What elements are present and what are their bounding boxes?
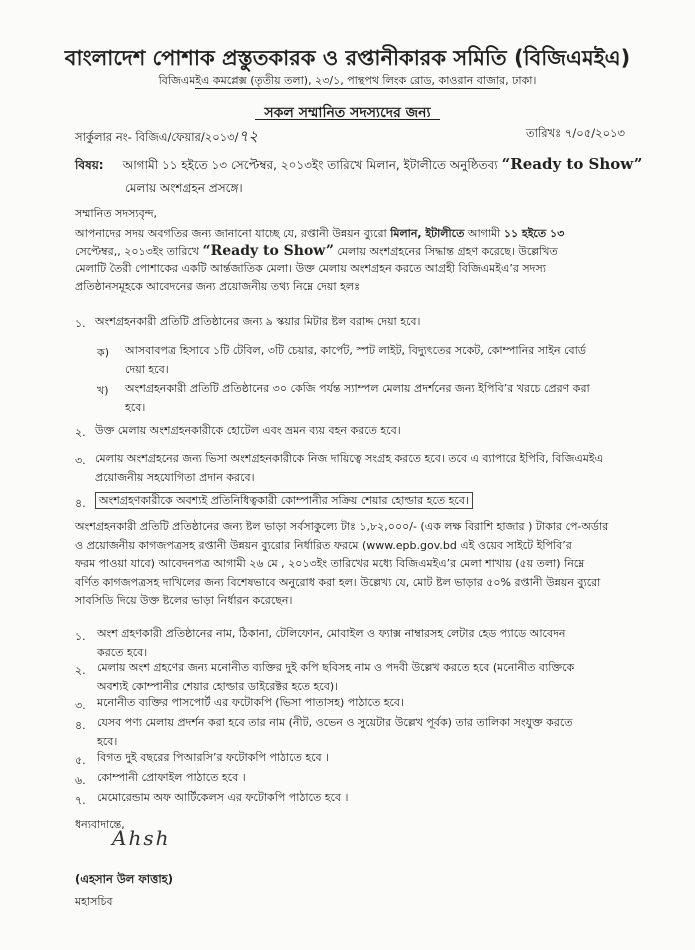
sublist-num-2: খ) (97, 384, 109, 397)
intro-paragraph (75, 225, 660, 295)
list2-num-2: ২. (75, 664, 86, 677)
list1-item-4 (95, 491, 473, 510)
sublist-item-2-line-2: হবে। (125, 401, 146, 414)
fee-line-4: বর্ণিত কাগজপত্রসহ দাখিলের জন্য বিশেষভাবে অনুরোধ করা হল। উল্লেখ্য যে, মোট ষ্টল ভাড়ার ৫০% রপ্তানী উন্নয়ন ব্যুরো (75, 575, 601, 589)
list2-item-7: মেমোরেন্ডাম অফ আর্টিকেলস এর ফটোকপি পাঠাতে হবে । (97, 791, 349, 804)
signature: Ahsh (112, 826, 171, 850)
list2-item-1-line-2: করতে হবে। (97, 646, 148, 659)
sublist-item-1 (125, 341, 660, 379)
list2-item-2 (97, 658, 660, 696)
list1-num-1: ১. (75, 317, 86, 330)
circular-reference (75, 125, 258, 150)
fee-line-3: ফরম পাওয়া যাবে) আবেদনপত্র আগামী ২৬ মে , ২০১৩ইং তারিখের মধ্যে বিজিএমইএ’র মেলা শাখায় (৫য় তলা) নিম্নে (75, 557, 585, 570)
sublist-item-1-line-1: আসবাবপত্র হিসাবে ১টি টেবিল, ৩টি চেয়ার, কার্পেট, স্পট লাইট, বিদ্যুৎতের সকেট, কোম্পানির সাইন বোর্ড (125, 344, 586, 357)
intro-line-1 (75, 225, 660, 243)
list2-item-4-line-1: যেসব পণ্য মেলায় প্রদর্শন করা হবে তার নাম (নীট, ওভেন ও সুয়েটার উল্লেখ পূর্বক) তার তালিকা সংযুক্ত করতে (97, 716, 573, 729)
list2-num-3: ৩. (75, 699, 86, 712)
list2-item-5: বিগত দুই বছরের পিআরসি’র ফটোকপি পাঠাতে হবে । (97, 751, 330, 764)
fee-line-5: সাবসিডি দিয়ে উক্ত ষ্টলের ভাড়া নির্ধারন করেছেন। (75, 594, 293, 607)
circular-label: সার্কুলার নং- বিজিএ/ফেয়ার/২০১৩/ (75, 130, 239, 144)
subject-text: আগামী ১১ হইতে ১৩ সেপ্টেম্বর, ২০১৩ইং তারিখে মিলান, ইটালীতে অনুষ্ঠিতব্য (122, 158, 498, 172)
organization-address: বিজিএমইএ কমপ্লেক্স (তৃতীয় তলা), ২৩/১, পান্থপথ লিংক রোড, কাওরান বাজার, ঢাকা। (158, 74, 537, 87)
subject-label: বিষয়: (75, 158, 104, 172)
list1-item-4-boxed: অংশগ্রহণকারীকে অবশ্যই প্রতিনিধিত্বকারী কোম্পানীর সক্রিয় শেয়ার হোল্ডার হতে হবে। (95, 492, 473, 509)
intro-text-1: আপনাদের সদয় অবগতির জন্য জানানো যাচ্ছে যে, রপ্তানী উন্নয়ন ব্যুরো (75, 227, 387, 240)
subject-block (75, 153, 655, 200)
salutation: সম্মানিত সদস্যবৃন্দ, (75, 207, 158, 220)
list1-num-4: ৪. (75, 497, 86, 510)
intro-line-2 (75, 243, 660, 261)
list1-num-2: ২. (75, 426, 86, 439)
intro-text-1c: আগামী (467, 227, 501, 240)
fee-paragraph (75, 518, 660, 611)
intro-text-2: সেপ্টেম্বর,, ২০১৩ইং তারিখে (75, 244, 200, 258)
list2-item-4 (97, 713, 660, 751)
list2-num-5: ৫. (75, 754, 86, 767)
list2-item-6: কোম্পানী প্রোফাইল পাঠাতে হবে । (97, 771, 246, 784)
circular-number: ৭২ (238, 127, 259, 145)
list2-item-2-line-1: মেলায় অংশ গ্রহণের জন্য মনোনীত ব্যক্তির দুই কপি ছবিসহ নাম ও পদবী উল্লেখ করতে হবে (মনোনীত ব্যক্তিকে (97, 661, 575, 674)
audience-underline (255, 119, 440, 120)
list2-item-1-line-1: অংশ গ্রহণকারী প্রতিষ্ঠানের নাম, ঠিকানা, টেলিফোন, মোবাইল ও ফ্যাক্স নাম্বারসহ লেটার হেড প্যাডে আবেদন (97, 627, 566, 640)
sublist-item-2 (125, 379, 660, 417)
list2-item-1 (97, 624, 660, 662)
fee-line-1: অংশগ্রহনকারী প্রতিটি প্রতিষ্ঠানের জন্য ষ্টল ভাড়া সর্বসাকুল্যে টাঃ ১,৮২,০০০/- (এক লক্ষ বিরাশি হাজার ) টাকার পে-অর্ডার (75, 520, 609, 533)
list1-item-1: অংশগ্রহনকারী প্রতিটি প্রতিষ্ঠানের জন্য ৯ স্কয়ার মিটার ষ্টল বরাদ্দ দেয়া হবে। (95, 315, 421, 328)
list2-item-3: মনোনীত ব্যক্তির পাসপোর্ট এর ফটোকপি (ভিসা পাতাসহ) পাঠাতে হবে। (97, 696, 404, 709)
list2-item-2-line-2: অবশ্যই কোম্পানীর শেয়ার হোল্ডার ডাইরেক্টর হতে হবে)। (97, 680, 339, 693)
subject-event: “Ready to Show” (501, 155, 643, 173)
intro-location: মিলান, ইটালীতে (390, 227, 465, 240)
list2-num-7: ৭. (75, 794, 86, 807)
list2-num-1: ১. (75, 630, 86, 643)
signatory-name: (এহসান উল ফাত্তাহ) (75, 872, 173, 886)
fee-line-2: ও প্রয়োজনীয় কাগজপত্রসহ রপ্তানী উন্নয়ন ব্যুরোর নির্ধারিত ফরমে (www.epb.gov.bd এই ওয়েব সাইটে ইপিবি’র (75, 538, 572, 552)
list2-item-4-line-2: হবে। (97, 735, 118, 748)
list2-num-6: ৬. (75, 774, 86, 787)
address-underline (195, 88, 500, 89)
sublist-num-1: ক) (97, 346, 109, 359)
list1-item-3-line-1: মেলায় অংশগ্রহনের জন্য ভিসা অংশগ্রহনকারীকে নিজ দায়িত্বে সংগ্রহ করতে হবে। তবে এ ব্যাপারে ইপিবি, বিজিএমইএ (95, 452, 603, 465)
signatory-title: মহাসচিব (75, 895, 113, 908)
list2-num-4: ৪. (75, 719, 86, 732)
subject-text-2: মেলায় অংশগ্রহন প্রসঙ্গে। (125, 181, 243, 195)
sublist-item-2-line-1: অংশগ্রহনকারী প্রতিটি প্রতিষ্ঠানের ৩০ কেজি পর্যন্ত স্যাম্পল মেলায় প্রদর্শনের জন্য ইপিবি’র খরচে প্রেরণ করা (125, 382, 590, 395)
list1-item-2: উক্ত মেলায় অংশগ্রহনকারীকে হোটেল এবং ভ্রমন ব্যয় বহন করতে হবে। (95, 424, 401, 437)
closing-thanks: ধন্যবাদান্তে, (75, 818, 125, 831)
intro-dates: ১১ হইতে ১৩ (503, 227, 565, 240)
list1-num-3: ৩. (75, 454, 86, 467)
circular-date: তারিখঃ ৭/০৫/২০১৩ (526, 126, 625, 140)
intro-event: “Ready to Show” (202, 242, 334, 259)
audience-heading: সকল সম্মানিত সদস্যদের জন্য (264, 105, 431, 121)
intro-line-3: মেলাটি তৈরী পোশাকের একটি আর্ন্তজাতিক মেলা। উক্ত মেলায় অংশগ্রহন করতে আগ্রহী বিজিএমইএ’র সদস্য (75, 262, 546, 275)
organization-name: বাংলাদেশ পোশাক প্রস্তুতকারক ও রপ্তানীকারক সমিতি (বিজিএমইএ) (64, 46, 631, 70)
intro-text-2c: মেলায় অংশগ্রহনের সিদ্ধান্ত গ্রহণ করেছে। উল্লেখিত (337, 244, 558, 258)
intro-line-4: প্রতিষ্ঠানসমূহকে আবেদনের জন্য প্রয়োজনীয় তথ্য নিম্নে দেয়া হলঃ (75, 279, 360, 293)
list1-item-3 (95, 449, 660, 487)
sublist-item-1-line-2: দেয়া হবে। (125, 363, 169, 376)
list1-item-3-line-2: প্রয়োজনীয় সহযোগিতা প্রদান করবে। (95, 471, 255, 484)
